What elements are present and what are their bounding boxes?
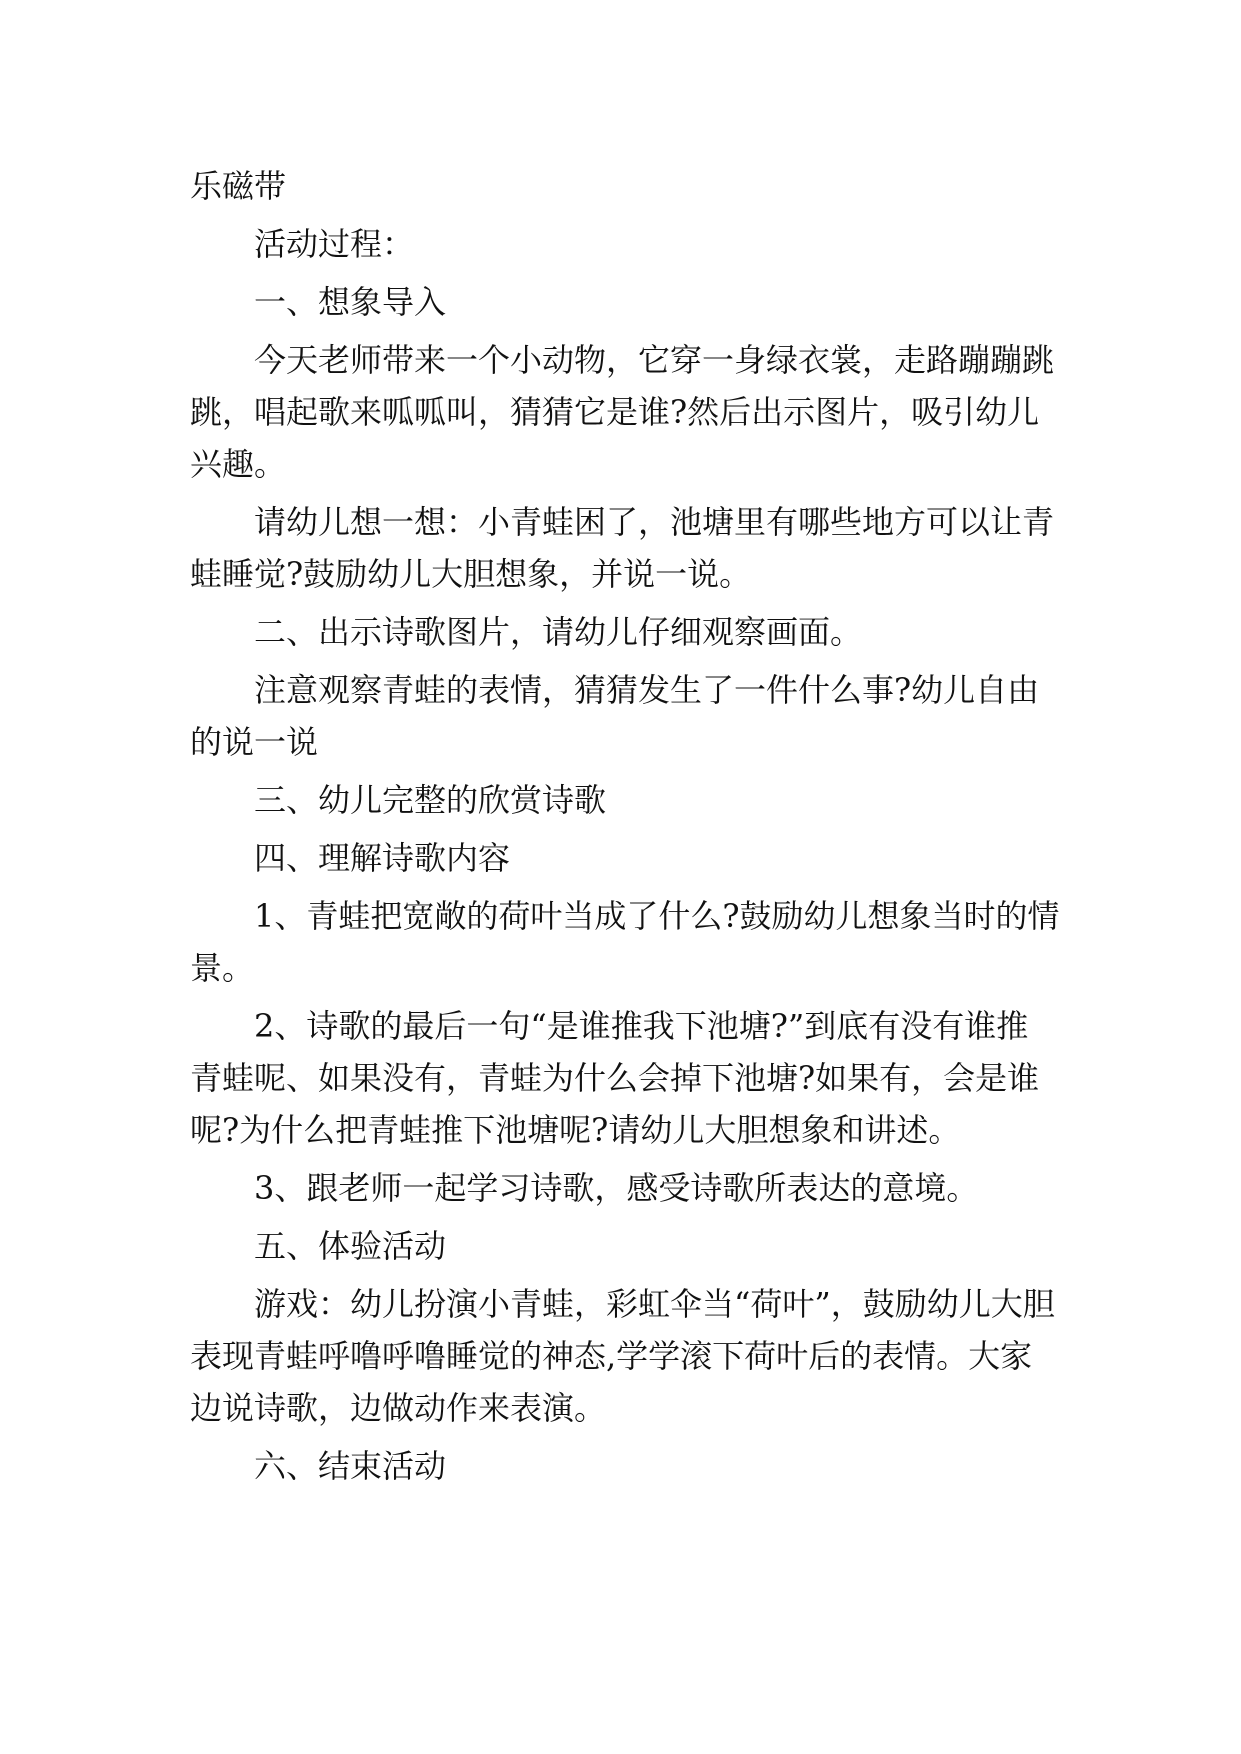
paragraph-section-5-game: 游戏：幼儿扮演小青蛙，彩虹伞当“荷叶”，鼓励幼儿大胆表现青蛙呼噜呼噜睡觉的神态,学学滚下荷叶后的表情。大家边说诗歌，边做动作来表演。	[190, 1285, 1055, 1427]
document-body	[190, 160, 1060, 1498]
paragraph-section-1-heading: 一、想象导入	[254, 283, 447, 321]
paragraph-continuation: 乐磁带	[190, 167, 287, 205]
paragraph-section-1-intro: 今天老师带来一个小动物，它穿一身绿衣裳，走路蹦蹦跳跳，唱起歌来呱呱叫，猜猜它是谁?然后出示图片，吸引幼儿兴趣。	[190, 341, 1055, 483]
paragraph-section-2-body: 注意观察青蛙的表情，猜猜发生了一件什么事?幼儿自由的说一说	[190, 671, 1040, 761]
paragraph-activity-process-heading: 活动过程：	[254, 225, 415, 263]
paragraph-section-1-question: 请幼儿想一想：小青蛙困了，池塘里有哪些地方可以让青蛙睡觉?鼓励幼儿大胆想象，并说一说。	[190, 503, 1055, 593]
paragraph-section-6-heading: 六、结束活动	[254, 1447, 447, 1485]
paragraph-section-4-heading: 四、理解诗歌内容	[254, 839, 511, 877]
paragraph-section-5-heading: 五、体验活动	[254, 1227, 447, 1265]
paragraph-section-4-item-3: 3、跟老师一起学习诗歌，感受诗歌所表达的意境。	[254, 1169, 979, 1207]
paragraph-section-2-heading: 二、出示诗歌图片，请幼儿仔细观察画面。	[254, 613, 863, 651]
paragraph-section-3-heading: 三、幼儿完整的欣赏诗歌	[254, 781, 607, 819]
paragraph-section-4-item-1: 1、青蛙把宽敞的荷叶当成了什么?鼓励幼儿想象当时的情景。	[190, 897, 1060, 987]
paragraph-section-4-item-2: 2、诗歌的最后一句“是谁推我下池塘?”到底有没有谁推青蛙呢、如果没有，青蛙为什么会掉下池塘?如果有，会是谁呢?为什么把青蛙推下池塘呢?请幼儿大胆想象和讲述。	[190, 1007, 1040, 1149]
